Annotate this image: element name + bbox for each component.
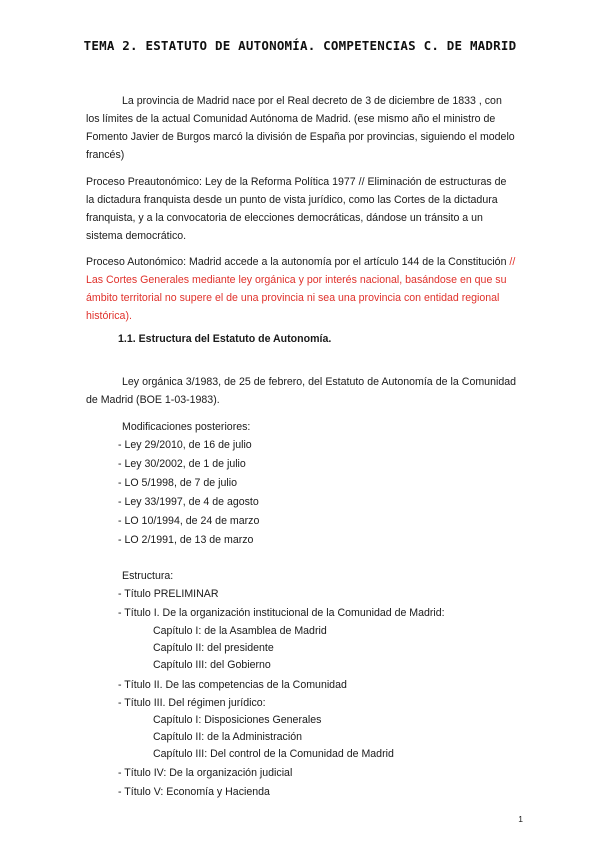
intro-text: La provincia de Madrid nace por el Real decreto de 3 de diciembre de 1833 , con los límites de la actual Comunidad Autónoma de Madrid. (ese mismo año el ministro de Fomento Javier de Burgos marcó la división de España por provincias, siguiendo el modelo francés)	[86, 95, 515, 161]
autonomico-text: Proceso Autonómico: Madrid accede a la autonomía por el artículo 144 de la Constitución	[86, 256, 510, 268]
autonomico-highlight: // Las Cortes Generales mediante ley orgánica y por interés nacional, basándose en que su ámbito territorial no supere el de una provincia ni sea una provincia con entidad regional histórica).	[86, 256, 516, 322]
page-number: 1	[518, 814, 523, 824]
list-item: - Ley 29/2010, de 16 de julio	[118, 439, 252, 451]
list-item: - Título III. Del régimen jurídico:	[118, 697, 266, 709]
section-heading: 1.1. Estructura del Estatuto de Autonomía.	[118, 333, 332, 345]
estructura-label: Estructura:	[122, 570, 174, 582]
list-item: - Título V: Economía y Hacienda	[118, 786, 270, 798]
autonomico-paragraph	[86, 253, 516, 325]
list-item: - LO 10/1994, de 24 de marzo	[118, 515, 260, 527]
intro-paragraph	[86, 92, 516, 164]
list-item: Capítulo II: de la Administración	[153, 731, 302, 743]
preautonomico-paragraph: Proceso Preautonómico: Ley de la Reforma Política 1977 // Eliminación de estructuras de la dictadura franquista desde un punto de vista jurídico, como las Cortes de la dictadura franquista, y a la convocatoria de elecciones democráticas, dándose un tránsito a un sistema democrático.	[86, 176, 507, 242]
list-item: Capítulo III: del Gobierno	[153, 659, 271, 671]
list-item: - LO 5/1998, de 7 de julio	[118, 477, 237, 489]
list-item: - Ley 30/2002, de 1 de julio	[118, 458, 246, 470]
list-item: Capítulo III: Del control de la Comunidad de Madrid	[153, 748, 394, 760]
list-item: Capítulo I: de la Asamblea de Madrid	[153, 625, 327, 637]
ley-organica-paragraph	[86, 373, 516, 409]
list-item: - Ley 33/1997, de 4 de agosto	[118, 496, 259, 508]
list-item: - Título II. De las competencias de la Comunidad	[118, 679, 347, 691]
list-item: - LO 2/1991, de 13 de marzo	[118, 534, 254, 546]
list-item: Capítulo II: del presidente	[153, 642, 274, 654]
list-item: - Título IV: De la organización judicial	[118, 767, 293, 779]
ley-organica-text: Ley orgánica 3/1983, de 25 de febrero, del Estatuto de Autonomía de la Comunidad de Madrid (BOE 1-03-1983).	[86, 376, 516, 406]
list-item: - Título I. De la organización institucional de la Comunidad de Madrid:	[118, 607, 445, 619]
modificaciones-label: Modificaciones posteriores:	[122, 421, 251, 433]
page-title: TEMA 2. ESTATUTO DE AUTONOMÍA. COMPETENCIAS C. DE MADRID	[83, 38, 517, 53]
list-item: - Título PRELIMINAR	[118, 588, 219, 600]
list-item: Capítulo I: Disposiciones Generales	[153, 714, 322, 726]
